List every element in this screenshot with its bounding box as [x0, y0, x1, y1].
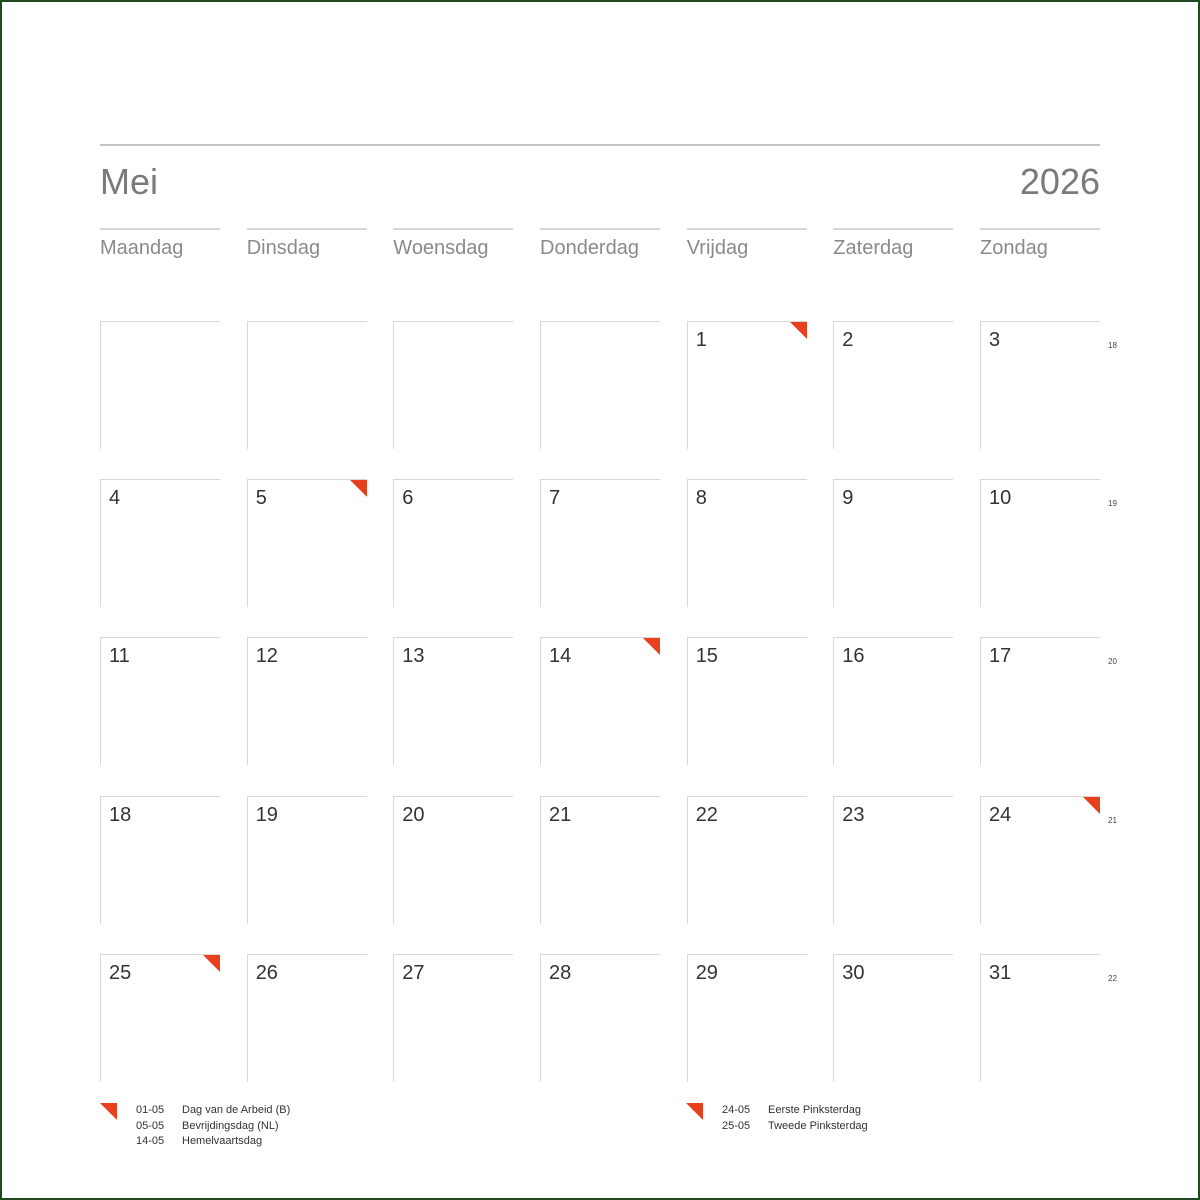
- day-cell: [540, 479, 660, 607]
- empty-day-cell: [247, 321, 367, 449]
- day-number: 14: [549, 645, 572, 667]
- weekday-header-zondag: Zondag: [980, 228, 1100, 258]
- day-number: 22: [695, 804, 718, 826]
- day-number: 4: [109, 487, 121, 509]
- day-cell: [393, 796, 513, 924]
- holiday-marker-icon: [1083, 797, 1100, 814]
- day-number: 26: [255, 962, 278, 984]
- day-cell: [833, 796, 953, 924]
- day-cell: [980, 796, 1100, 924]
- day-number: 28: [549, 962, 572, 984]
- day-cell: [100, 637, 220, 765]
- empty-day-cell: [100, 321, 220, 449]
- holiday-date: 01-05: [136, 1104, 165, 1116]
- day-number: 21: [549, 804, 572, 826]
- holiday-name: Dag van de Arbeid (B): [182, 1104, 291, 1116]
- empty-day-cell: [540, 321, 660, 449]
- day-cell: [833, 637, 953, 765]
- week-number: 19: [1108, 499, 1117, 508]
- holiday-marker-icon: [686, 1103, 703, 1120]
- day-number: 23: [842, 804, 865, 826]
- day-number: 3: [989, 329, 1001, 351]
- day-cell: [687, 796, 807, 924]
- holiday-marker-icon: [350, 480, 367, 497]
- holiday-legend-left: [100, 1103, 400, 1153]
- day-cell: [687, 479, 807, 607]
- weekday-header-donderdag: Donderdag: [540, 228, 660, 258]
- holiday-marker-icon: [203, 955, 220, 972]
- day-number: 16: [842, 645, 865, 667]
- day-number: 25: [109, 962, 132, 984]
- day-cell: [540, 954, 660, 1082]
- holiday-name: Bevrijdingsdag (NL): [182, 1119, 279, 1132]
- day-number: 5: [255, 487, 267, 509]
- holiday-date: 05-05: [136, 1119, 165, 1132]
- day-number: 10: [989, 487, 1012, 509]
- day-number: 2: [842, 329, 854, 351]
- day-number: 24: [989, 804, 1012, 826]
- day-cell: [247, 637, 367, 765]
- day-cell: [687, 954, 807, 1082]
- holiday-date: 24-05: [722, 1104, 751, 1116]
- month-title: Mei: [100, 161, 159, 202]
- day-cell: [980, 479, 1100, 607]
- day-number: 18: [109, 804, 132, 826]
- day-number: 17: [989, 645, 1012, 667]
- day-number: 27: [402, 962, 425, 984]
- day-cell: [393, 637, 513, 765]
- day-cell: [833, 321, 953, 449]
- holiday-name: Hemelvaartsdag: [182, 1135, 263, 1147]
- holiday-marker-icon: [100, 1103, 117, 1120]
- day-number: 7: [549, 487, 561, 509]
- day-cell: [247, 479, 367, 607]
- day-cell: [980, 321, 1100, 449]
- day-cell: [980, 637, 1100, 765]
- weekday-header-maandag: Maandag: [100, 228, 220, 258]
- day-cell: [833, 479, 953, 607]
- holiday-name: Tweede Pinksterdag: [768, 1119, 868, 1132]
- day-number: 6: [402, 487, 414, 509]
- week-number: 18: [1108, 341, 1117, 350]
- holiday-marker-icon: [643, 638, 660, 655]
- day-cell: [247, 954, 367, 1082]
- day-number: 19: [255, 804, 278, 826]
- day-number: 12: [255, 645, 278, 667]
- day-number: 13: [402, 645, 425, 667]
- day-cell: [100, 796, 220, 924]
- holiday-date: 14-05: [136, 1135, 165, 1147]
- week-number: 20: [1108, 657, 1117, 666]
- day-number: 30: [842, 962, 865, 984]
- week-number: 22: [1108, 974, 1117, 983]
- day-cell: [687, 637, 807, 765]
- holiday-name: Eerste Pinksterdag: [768, 1104, 861, 1116]
- holiday-legend-right: [686, 1103, 986, 1153]
- day-number: 1: [695, 329, 707, 351]
- day-number: 9: [842, 487, 854, 509]
- day-number: 15: [695, 645, 718, 667]
- holiday-date: 25-05: [722, 1119, 751, 1132]
- day-cell: [393, 954, 513, 1082]
- weekday-header-woensdag: Woensdag: [393, 228, 513, 258]
- day-number: 8: [695, 487, 707, 509]
- day-cell: [833, 954, 953, 1082]
- weekday-header-zaterdag: Zaterdag: [833, 228, 953, 258]
- day-cell: [540, 796, 660, 924]
- weekday-header-vrijdag: Vrijdag: [687, 228, 807, 258]
- day-number: 20: [402, 804, 425, 826]
- day-number: 31: [989, 962, 1012, 984]
- empty-day-cell: [393, 321, 513, 449]
- day-number: 11: [109, 645, 130, 667]
- day-cell: [980, 954, 1100, 1082]
- day-cell: [540, 637, 660, 765]
- day-cell: [247, 796, 367, 924]
- day-cell: [100, 479, 220, 607]
- week-number: 21: [1108, 816, 1117, 825]
- weekday-header-dinsdag: Dinsdag: [247, 228, 367, 258]
- year-title: 2026: [1019, 161, 1100, 202]
- day-cell: [393, 479, 513, 607]
- holiday-marker-icon: [790, 322, 807, 339]
- day-cell: [687, 321, 807, 449]
- top-rule: [100, 144, 1100, 146]
- day-number: 29: [695, 962, 718, 984]
- day-cell: [100, 954, 220, 1082]
